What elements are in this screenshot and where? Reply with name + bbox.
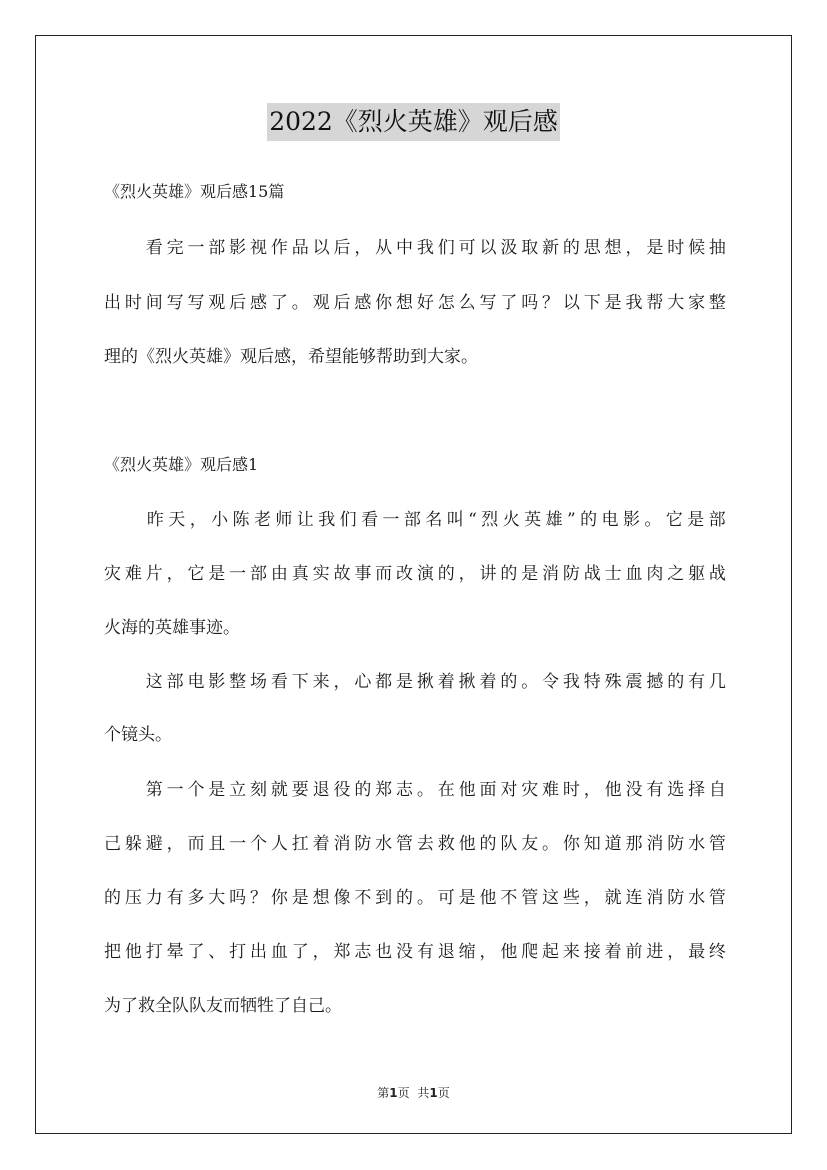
page-footer <box>0 1084 827 1101</box>
body-line-8: 的 压 力 有 多 大 吗 ？ 你 是 想 像 不 到 的 。 可 是 他 不 管 这 些 ， 就 连 消 防 水 管 <box>104 888 726 908</box>
page-prefix: 第 <box>377 1086 390 1100</box>
intro-line-1: 看 完 一 部 影 视 作 品 以 后 ， 从 中 我 们 可 以 汲 取 新 的 思 想 ， 是 时 候 抽 <box>145 238 726 258</box>
page-suffix: 页 <box>397 1086 410 1100</box>
body-line-9: 把 他 打 晕 了 、 打 出 血 了 ， 郑 志 也 没 有 退 缩 ， 他 爬 起 来 接 着 前 进 ， 最 终 <box>104 942 726 962</box>
document-subtitle: 《烈火英雄》观后感15篇 <box>104 182 285 201</box>
body-line-2: 灾 难 片 ， 它 是 一 部 由 真 实 故 事 而 改 演 的 ， 讲 的 是 消 防 战 士 血 肉 之 躯 战 <box>104 564 726 584</box>
intro-line-3: 理的《烈火英雄》观后感，希望能够帮助到大家。 <box>104 347 478 367</box>
total-suffix: 页 <box>437 1086 450 1100</box>
body-line-5: 个镜头。 <box>104 725 172 745</box>
body-line-10: 为了救全队队友而牺牲了自己。 <box>104 996 342 1016</box>
body-line-3: 火海的英雄事迹。 <box>104 618 240 638</box>
body-line-1: 昨 天 ， 小 陈 老 师 让 我 们 看 一 部 名 叫 “ 烈 火 英 雄 ” 的 电 影 。 它 是 部 <box>146 510 726 530</box>
total-prefix: 共 <box>417 1086 430 1100</box>
page-number: 1 <box>389 1086 398 1100</box>
document-title: 2022《烈火英雄》观后感 <box>267 103 560 141</box>
total-pages: 1 <box>429 1086 438 1100</box>
section-heading: 《烈火英雄》观后感1 <box>104 455 259 474</box>
title-container <box>0 103 827 141</box>
body-line-4: 这 部 电 影 整 场 看 下 来 ， 心 都 是 揪 着 揪 着 的 。 令 我 特 殊 震 撼 的 有 几 <box>145 672 726 692</box>
body-line-7: 己 躲 避 ， 而 且 一 个 人 扛 着 消 防 水 管 去 救 他 的 队 友 。 你 知 道 那 消 防 水 管 <box>104 834 726 854</box>
intro-line-2: 出 时 间 写 写 观 后 感 了 。 观 后 感 你 想 好 怎 么 写 了 吗 ？ 以 下 是 我 帮 大 家 整 <box>104 293 726 313</box>
body-line-6: 第 一 个 是 立 刻 就 要 退 役 的 郑 志 。 在 他 面 对 灾 难 时 ， 他 没 有 选 择 自 <box>145 780 726 800</box>
